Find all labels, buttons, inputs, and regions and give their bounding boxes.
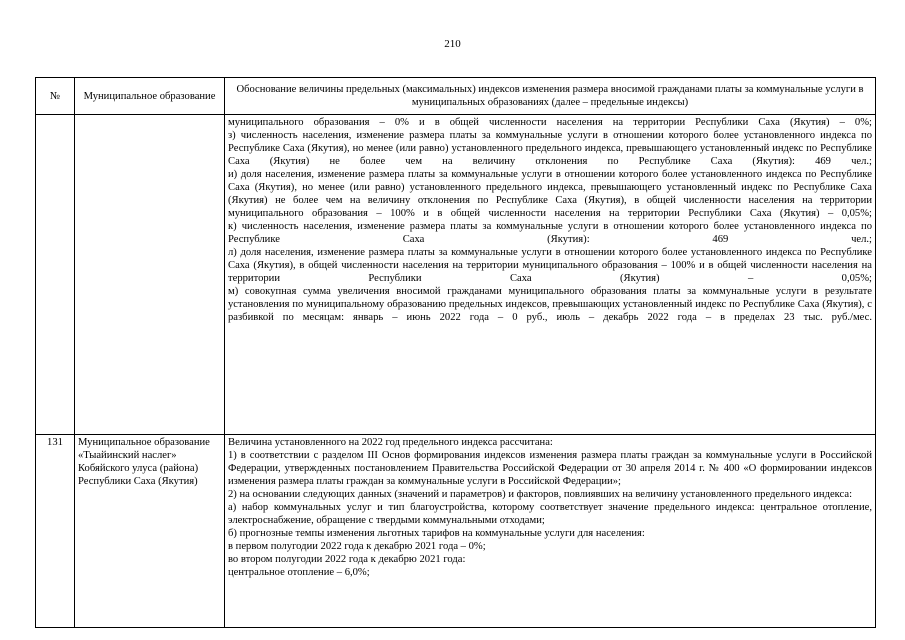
paragraph: центральное отопление – 6,0%; [228,567,370,578]
paragraph: м) совокупная сумма увеличения вносимой гражданами муниципального образования платы за коммунальные услуги в результате установления по муниципальному образованию предельных индексов, превышающих установленный индекс по Республике Саха (Якутия), с разбивкой по месяцам: январь – июнь 2022 года – 0 руб., июль – декабрь 2022 года – в пределах 23 тыс. руб./мес. [228,286,872,323]
paragraph: в первом полугодии 2022 года к декабрю 2021 года – 0%; [228,541,486,552]
table-header-row [36,78,876,115]
row-number: 131 [36,435,75,628]
tariff-index-table [35,77,876,628]
paragraph: и) доля населения, изменение размера платы за коммунальные услуги в отношении которого более установленного индекса по Республике Саха (Якутия), но менее (или равно) установленного предельного индекса, превышающего установленный индекс по Республике Саха (Якутия) не более чем на величину отклонения по Республике Саха (Якутия), в общей численности населения на территории муниципального образования – 100% и в общей численности населения на территории Республики Саха (Якутия) – 0,05%; [228,169,872,219]
paragraph: 1) в соответствии с разделом III Основ формирования индексов изменения размера платы граждан за коммунальные услуги в Российской Федерации, утвержденных постановлением Правительства Российской Федерации от 30 апреля 2014 г. № 400 «О формировании индексов изменения размера платы граждан за коммунальные услуги в Российской Федерации»; [228,450,872,487]
header-municipality: Муниципальное образование [75,78,225,115]
table-row [36,115,876,435]
row-number [36,115,75,435]
paragraph: б) прогнозные темпы изменения льготных тарифов на коммунальные услуги для населения: [228,528,645,539]
paragraph: а) набор коммунальных услуг и тип благоустройства, которому соответствует значение предельного индекса: центральное отопление, электроснабжение, обращение с твердыми коммунальными отходами; [228,502,872,526]
header-num: № [36,78,75,115]
row-justification [225,115,876,435]
paragraph: Величина установленного на 2022 год предельного индекса рассчитана: [228,437,553,448]
paragraph: з) численность населения, изменение размера платы за коммунальные услуги в отношении которого более установленного индекса по Республике Саха (Якутия), но менее (или равно) установленного предельного индекса, превышающего установленный индекс по Республике Саха (Якутия) не более чем на величину отклонения по Республике Саха (Якутия): 469 чел.; [228,130,872,167]
row-justification [225,435,876,628]
row-municipality: Муниципальное образование «Тыайинский наслег» Кобяйского улуса (района) Республики Саха (Якутия) [75,435,225,628]
paragraph: 2) на основании следующих данных (значений и параметров) и факторов, повлиявших на величину установленного предельного индекса: [228,489,853,500]
paragraph: к) численность населения, изменение размера платы за коммунальные услуги в отношении которого более установленного индекса по Республике Саха (Якутия): 469 чел.; [228,221,872,245]
header-justification: Обоснование величины предельных (максимальных) индексов изменения размера вносимой гражданами платы за коммунальные услуги в муниципальных образованиях (далее – предельные индексы) [225,78,876,115]
table-row [36,435,876,628]
paragraph: муниципального образования – 0% и в общей численности населения на территории Республики Саха (Якутия) – 0%; [228,117,872,128]
page-number: 210 [444,38,461,50]
paragraph: во втором полугодии 2022 года к декабрю 2021 года: [228,554,466,565]
paragraph: л) доля населения, изменение размера платы за коммунальные услуги в отношении которого более установленного индекса по Республике Саха (Якутия), в общей численности населения на территории муниципального образования – 100% и в общей численности населения на территории Республики Саха (Якутия) – 0,05%; [228,247,872,284]
row-municipality [75,115,225,435]
